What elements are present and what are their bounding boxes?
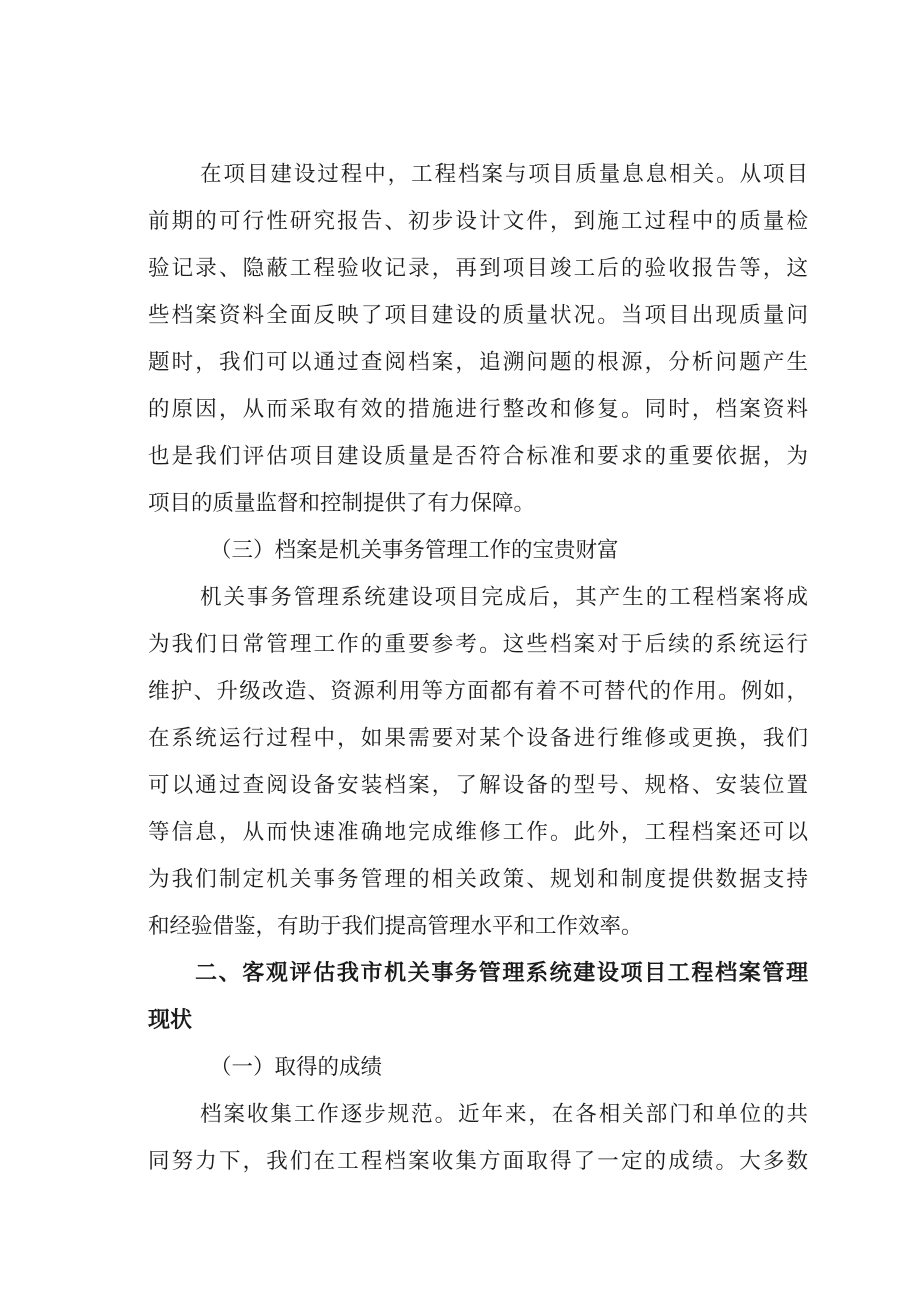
paragraph-1-line-2: 前期的可行性研究报告、初步设计文件，到施工过程中的质量检 xyxy=(148,209,808,234)
paragraph-2-line-6: 等信息，从而快速准确地完成维修工作。此外，工程档案还可以 xyxy=(148,820,808,845)
paragraph-2-line-8: 和经验借鉴，有助于我们提高管理水平和工作效率。 xyxy=(148,914,643,939)
paragraph-2-line-5: 可以通过查阅设备安装档案，了解设备的型号、规格、安装位置 xyxy=(148,773,808,798)
paragraph-3-line-1: 档案收集工作逐步规范。近年来，在各相关部门和单位的共 xyxy=(200,1102,808,1127)
paragraph-1-line-6: 的原因，从而采取有效的措施进行整改和修复。同时，档案资料 xyxy=(148,397,808,422)
section-heading-line-1: 二、客观评估我市机关事务管理系统建设项目工程档案管理 xyxy=(195,961,808,986)
paragraph-1-line-5: 题时，我们可以通过查阅档案，追溯问题的根源，分析问题产生 xyxy=(148,350,808,375)
paragraph-1-line-4: 些档案资料全面反映了项目建设的质量状况。当项目出现质量问 xyxy=(148,303,808,328)
section-heading-line-2: 现状 xyxy=(148,1008,193,1033)
paragraph-3-line-2: 同努力下，我们在工程档案收集方面取得了一定的成绩。大多数 xyxy=(148,1149,808,1174)
subheading-three: （三）档案是机关事务管理工作的宝贵财富 xyxy=(210,538,619,563)
paragraph-2-line-4: 在系统运行过程中，如果需要对某个设备进行维修或更换，我们 xyxy=(148,726,808,751)
paragraph-2-line-1: 机关事务管理系统建设项目完成后，其产生的工程档案将成 xyxy=(200,585,808,610)
paragraph-2-line-2: 为我们日常管理工作的重要参考。这些档案对于后续的系统运行 xyxy=(148,632,808,657)
paragraph-1-line-3: 验记录、隐蔽工程验收记录，再到项目竣工后的验收报告等，这 xyxy=(148,256,808,281)
paragraph-2-line-3: 维护、升级改造、资源利用等方面都有着不可替代的作用。例如， xyxy=(148,679,808,704)
paragraph-1-line-7: 也是我们评估项目建设质量是否符合标准和要求的重要依据，为 xyxy=(148,444,808,469)
paragraph-1-line-1: 在项目建设过程中，工程档案与项目质量息息相关。从项目 xyxy=(200,162,808,187)
paragraph-2-line-7: 为我们制定机关事务管理的相关政策、规划和制度提供数据支持 xyxy=(148,867,808,892)
subheading-one: （一）取得的成绩 xyxy=(210,1055,383,1080)
paragraph-1-line-8: 项目的质量监督和控制提供了有力保障。 xyxy=(148,491,536,516)
